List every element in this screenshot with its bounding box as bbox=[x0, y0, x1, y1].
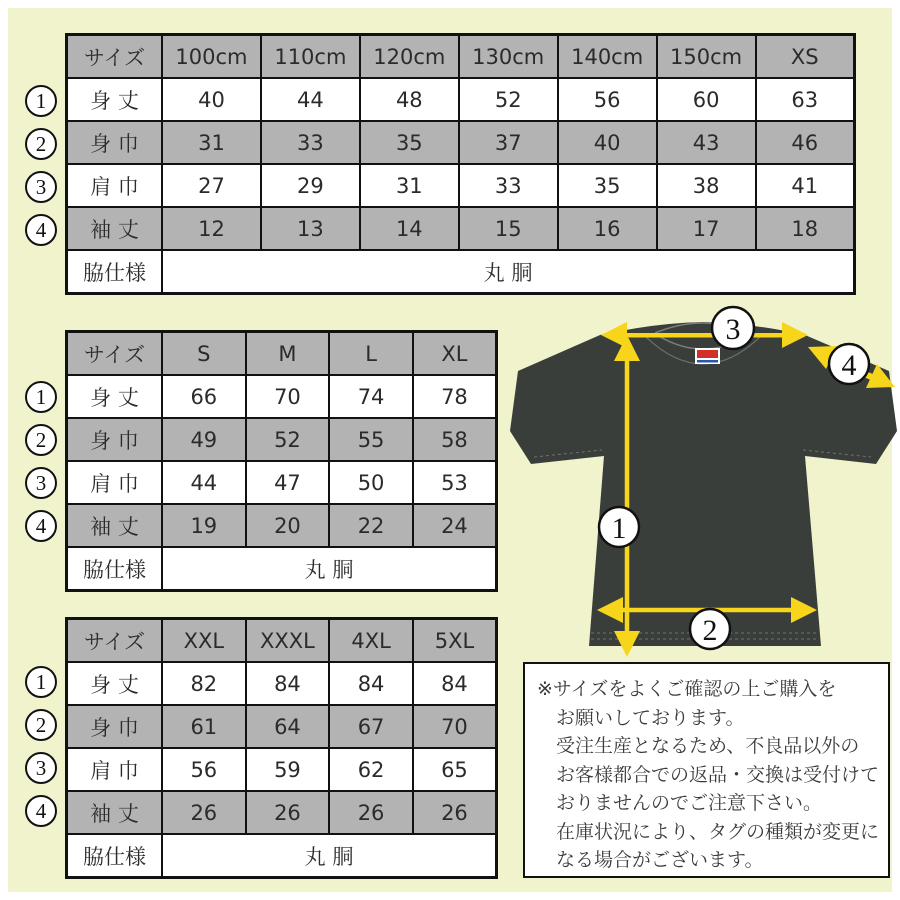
svg-text:3: 3 bbox=[725, 313, 741, 346]
row-label: 肩 巾 bbox=[67, 164, 163, 207]
svg-text:1: 1 bbox=[611, 512, 627, 545]
tshirt-diagram bbox=[505, 305, 900, 660]
column-header: XS bbox=[756, 35, 855, 79]
size-value-cell: 74 bbox=[329, 375, 413, 418]
size-value-cell: 20 bbox=[246, 504, 330, 547]
table-header-row bbox=[67, 619, 497, 663]
callout-sleeve-length: 4 bbox=[25, 510, 57, 542]
side-spec-label: 脇仕様 bbox=[67, 250, 163, 294]
size-header-cell: サイズ bbox=[67, 35, 163, 79]
table-row bbox=[67, 791, 497, 834]
size-value-cell: 22 bbox=[329, 504, 413, 547]
table-row bbox=[67, 121, 855, 164]
column-header: 130cm bbox=[459, 35, 558, 79]
side-spec-value: 丸 胴 bbox=[162, 547, 497, 591]
row-label: 袖 丈 bbox=[67, 504, 163, 547]
size-value-cell: 31 bbox=[360, 164, 459, 207]
side-spec-label: 脇仕様 bbox=[67, 834, 163, 878]
side-spec-value: 丸 胴 bbox=[162, 250, 855, 294]
callout-body-width: 2 bbox=[25, 128, 57, 160]
table-header-row bbox=[67, 332, 497, 376]
column-header: 110cm bbox=[261, 35, 360, 79]
table-row bbox=[67, 78, 855, 121]
size-value-cell: 33 bbox=[459, 164, 558, 207]
size-value-cell: 26 bbox=[413, 791, 497, 834]
size-value-cell: 41 bbox=[756, 164, 855, 207]
row-label: 袖 丈 bbox=[67, 791, 163, 834]
column-header: XL bbox=[413, 332, 497, 376]
size-value-cell: 44 bbox=[261, 78, 360, 121]
row-label: 肩 巾 bbox=[67, 461, 163, 504]
svg-text:4: 4 bbox=[841, 349, 857, 382]
size-value-cell: 63 bbox=[756, 78, 855, 121]
size-value-cell: 47 bbox=[246, 461, 330, 504]
svg-text:2: 2 bbox=[702, 614, 718, 647]
table-row bbox=[67, 748, 497, 791]
size-value-cell: 44 bbox=[162, 461, 246, 504]
column-header: L bbox=[329, 332, 413, 376]
table-row bbox=[67, 662, 497, 705]
callout-body-width: 2 bbox=[25, 709, 57, 741]
size-value-cell: 67 bbox=[329, 705, 413, 748]
size-value-cell: 56 bbox=[558, 78, 657, 121]
size-value-cell: 40 bbox=[558, 121, 657, 164]
size-value-cell: 60 bbox=[657, 78, 756, 121]
table-row bbox=[67, 418, 497, 461]
diagram-callout-2 bbox=[690, 609, 730, 649]
size-value-cell: 50 bbox=[329, 461, 413, 504]
diagram-callout-1 bbox=[599, 507, 639, 547]
side-spec-label: 脇仕様 bbox=[67, 547, 163, 591]
size-value-cell: 58 bbox=[413, 418, 497, 461]
table-row bbox=[67, 461, 497, 504]
row-label: 身 巾 bbox=[67, 121, 163, 164]
size-value-cell: 84 bbox=[329, 662, 413, 705]
callout-sleeve-length: 4 bbox=[25, 795, 57, 827]
callout-shoulder-width: 3 bbox=[25, 752, 57, 784]
side-spec-value: 丸 胴 bbox=[162, 834, 497, 878]
size-table-kids bbox=[65, 33, 856, 295]
column-header: 140cm bbox=[558, 35, 657, 79]
row-label: 身 巾 bbox=[67, 705, 163, 748]
size-value-cell: 84 bbox=[413, 662, 497, 705]
size-value-cell: 55 bbox=[329, 418, 413, 461]
size-value-cell: 24 bbox=[413, 504, 497, 547]
column-header: M bbox=[246, 332, 330, 376]
size-value-cell: 82 bbox=[162, 662, 246, 705]
callout-sleeve-length: 4 bbox=[25, 214, 57, 246]
size-value-cell: 35 bbox=[558, 164, 657, 207]
size-value-cell: 27 bbox=[162, 164, 261, 207]
size-value-cell: 53 bbox=[413, 461, 497, 504]
row-label: 身 丈 bbox=[67, 662, 163, 705]
diagram-callout-4 bbox=[829, 344, 869, 384]
column-header: XXL bbox=[162, 619, 246, 663]
note-line: なる場合がございます。 bbox=[556, 849, 764, 871]
callout-body-width: 2 bbox=[25, 424, 57, 456]
size-value-cell: 37 bbox=[459, 121, 558, 164]
column-header: 150cm bbox=[657, 35, 756, 79]
note-line: お願いしております。 bbox=[556, 706, 745, 729]
size-value-cell: 18 bbox=[756, 207, 855, 250]
size-value-cell: 46 bbox=[756, 121, 855, 164]
size-value-cell: 78 bbox=[413, 375, 497, 418]
size-header-cell: サイズ bbox=[67, 332, 163, 376]
callout-shoulder-width: 3 bbox=[25, 467, 57, 499]
diagram-callout-3 bbox=[712, 307, 754, 349]
note-line: 受注生産となるため、不良品以外の bbox=[556, 735, 860, 757]
callout-body-length: 1 bbox=[25, 85, 57, 117]
size-value-cell: 66 bbox=[162, 375, 246, 418]
size-value-cell: 19 bbox=[162, 504, 246, 547]
size-header-cell: サイズ bbox=[67, 619, 163, 663]
note-line: ※サイズをよくご確認の上ご購入を bbox=[537, 678, 837, 700]
callout-body-length: 1 bbox=[25, 381, 57, 413]
callout-body-length: 1 bbox=[25, 666, 57, 698]
note-line: お客様都合での返品・交換は受付けて bbox=[556, 763, 880, 786]
size-value-cell: 26 bbox=[329, 791, 413, 834]
column-header: S bbox=[162, 332, 246, 376]
size-value-cell: 48 bbox=[360, 78, 459, 121]
size-value-cell: 70 bbox=[246, 375, 330, 418]
row-label: 身 丈 bbox=[67, 78, 163, 121]
size-value-cell: 14 bbox=[360, 207, 459, 250]
row-label: 肩 巾 bbox=[67, 748, 163, 791]
note-line: 在庫状況により、タグの種類が変更に bbox=[556, 820, 880, 843]
size-value-cell: 13 bbox=[261, 207, 360, 250]
row-label: 身 丈 bbox=[67, 375, 163, 418]
table-row bbox=[67, 375, 497, 418]
callout-shoulder-width: 3 bbox=[25, 171, 57, 203]
table-footer-row bbox=[67, 834, 497, 878]
column-header: 100cm bbox=[162, 35, 261, 79]
size-value-cell: 70 bbox=[413, 705, 497, 748]
table-row bbox=[67, 207, 855, 250]
size-value-cell: 56 bbox=[162, 748, 246, 791]
size-value-cell: 12 bbox=[162, 207, 261, 250]
size-value-cell: 84 bbox=[246, 662, 330, 705]
size-value-cell: 38 bbox=[657, 164, 756, 207]
neck-tag bbox=[695, 348, 720, 364]
size-value-cell: 29 bbox=[261, 164, 360, 207]
size-value-cell: 65 bbox=[413, 748, 497, 791]
size-table-s-xl bbox=[65, 330, 498, 592]
size-value-cell: 43 bbox=[657, 121, 756, 164]
table-row bbox=[67, 705, 497, 748]
table-footer-row bbox=[67, 250, 855, 294]
table-header-row bbox=[67, 35, 855, 79]
size-value-cell: 31 bbox=[162, 121, 261, 164]
size-table-xxl-5xl bbox=[65, 617, 498, 879]
size-value-cell: 52 bbox=[246, 418, 330, 461]
note-line: おりませんのでご注意下さい。 bbox=[556, 792, 823, 814]
column-header: 120cm bbox=[360, 35, 459, 79]
table-footer-row bbox=[67, 547, 497, 591]
table-row bbox=[67, 504, 497, 547]
size-value-cell: 62 bbox=[329, 748, 413, 791]
row-label: 身 巾 bbox=[67, 418, 163, 461]
size-value-cell: 15 bbox=[459, 207, 558, 250]
size-value-cell: 59 bbox=[246, 748, 330, 791]
column-header: 4XL bbox=[329, 619, 413, 663]
size-value-cell: 26 bbox=[246, 791, 330, 834]
size-value-cell: 64 bbox=[246, 705, 330, 748]
size-value-cell: 33 bbox=[261, 121, 360, 164]
column-header: 5XL bbox=[413, 619, 497, 663]
size-value-cell: 16 bbox=[558, 207, 657, 250]
column-header: XXXL bbox=[246, 619, 330, 663]
size-value-cell: 26 bbox=[162, 791, 246, 834]
table-row bbox=[67, 164, 855, 207]
size-value-cell: 35 bbox=[360, 121, 459, 164]
size-value-cell: 52 bbox=[459, 78, 558, 121]
size-value-cell: 40 bbox=[162, 78, 261, 121]
size-value-cell: 61 bbox=[162, 705, 246, 748]
size-value-cell: 17 bbox=[657, 207, 756, 250]
size-value-cell: 49 bbox=[162, 418, 246, 461]
purchase-note-box bbox=[523, 662, 890, 878]
row-label: 袖 丈 bbox=[67, 207, 163, 250]
